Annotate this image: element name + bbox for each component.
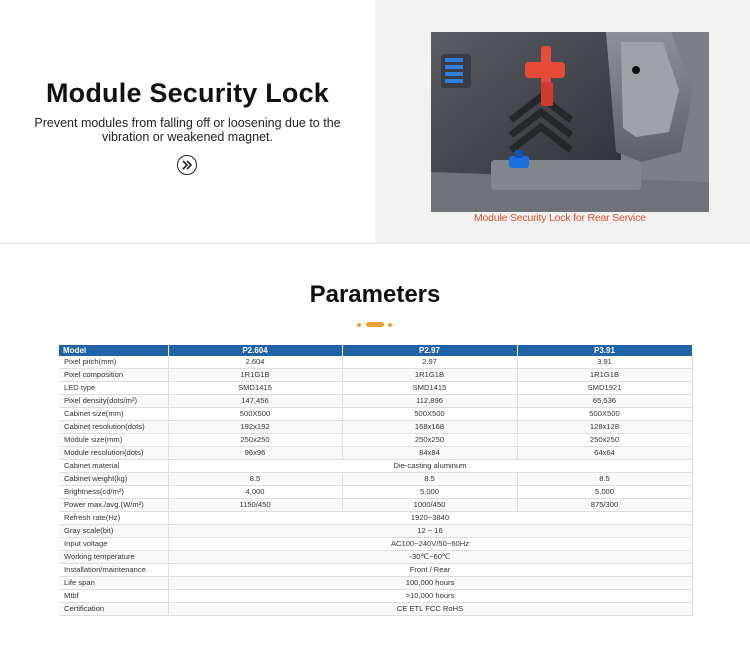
feature-description: Prevent modules from falling off or loosening due to the vibration or weakened magnet. xyxy=(34,116,341,144)
table-cell: >10,000 hours xyxy=(168,590,692,603)
table-cell: 250x250 xyxy=(342,434,517,447)
table-cell: 128x128 xyxy=(517,421,692,434)
row-label: Working temperature xyxy=(59,551,168,564)
feature-title: Module Security Lock xyxy=(45,78,330,108)
table-row xyxy=(59,525,692,538)
table-row xyxy=(59,460,692,473)
table-cell: 1R1G1B xyxy=(342,369,517,382)
row-label: Certification xyxy=(59,603,168,616)
table-cell: 8.5 xyxy=(168,473,342,486)
row-label: Pixel composition xyxy=(59,369,168,382)
table-cell: 112,896 xyxy=(342,395,517,408)
table-row xyxy=(59,369,692,382)
decoration-dot xyxy=(357,323,361,327)
table-row xyxy=(59,512,692,525)
row-label: Module size(mm) xyxy=(59,434,168,447)
table-cell: 8.5 xyxy=(342,473,517,486)
table-cell: 8.5 xyxy=(517,473,692,486)
module-lock-photo xyxy=(431,32,709,212)
row-label: Input voltage xyxy=(59,538,168,551)
table-cell: 250x250 xyxy=(168,434,342,447)
row-label: Brightness(cd/m²) xyxy=(59,486,168,499)
table-cell: Front / Rear xyxy=(168,564,692,577)
row-label: Power max./avg.(W/m²) xyxy=(59,499,168,512)
table-cell: 500X500 xyxy=(168,408,342,421)
table-cell: 500X500 xyxy=(517,408,692,421)
table-cell: 1000/450 xyxy=(342,499,517,512)
table-cell: 1150/450 xyxy=(168,499,342,512)
table-header-cell: Model xyxy=(59,345,168,356)
table-cell: SMD1415 xyxy=(342,382,517,395)
table-row xyxy=(59,486,692,499)
double-chevron-right-icon xyxy=(181,160,193,170)
table-row xyxy=(59,447,692,460)
table-cell: 3.91 xyxy=(517,356,692,369)
table-row xyxy=(59,356,692,369)
table-row xyxy=(59,551,692,564)
table-cell: 1920~3840 xyxy=(168,512,692,525)
table-cell: 875/300 xyxy=(517,499,692,512)
table-row xyxy=(59,564,692,577)
title-decoration xyxy=(357,322,393,328)
table-cell: 1R1G1B xyxy=(517,369,692,382)
feature-section xyxy=(0,0,750,243)
table-row xyxy=(59,603,692,616)
decoration-bar xyxy=(366,322,384,327)
table-row xyxy=(59,590,692,603)
table-cell: 84x84 xyxy=(342,447,517,460)
table-cell: AC100~240V/50~60Hz xyxy=(168,538,692,551)
feature-photo-panel xyxy=(375,0,750,243)
table-row xyxy=(59,421,692,434)
row-label: Installation/maintenance xyxy=(59,564,168,577)
table-cell: Die-casting aluminum xyxy=(168,460,692,473)
table-cell: SMD1921 xyxy=(517,382,692,395)
table-cell: 4,000 xyxy=(168,486,342,499)
table-cell: 500X500 xyxy=(342,408,517,421)
table-header-cell: P2.97 xyxy=(342,345,517,356)
table-cell: 2.97 xyxy=(342,356,517,369)
more-button[interactable] xyxy=(177,155,197,175)
row-label: Life span xyxy=(59,577,168,590)
row-label: LED type xyxy=(59,382,168,395)
table-cell: 250x250 xyxy=(517,434,692,447)
table-cell: -30℃~60℃ xyxy=(168,551,692,564)
row-label: Gray scale(bit) xyxy=(59,525,168,538)
table-cell: 5,000 xyxy=(517,486,692,499)
table-row xyxy=(59,538,692,551)
row-label: Mtbf xyxy=(59,590,168,603)
table-cell: 12 ~ 16 xyxy=(168,525,692,538)
table-cell: 96x96 xyxy=(168,447,342,460)
table-cell: SMD1415 xyxy=(168,382,342,395)
table-cell: 65,536 xyxy=(517,395,692,408)
section-divider xyxy=(0,243,750,244)
table-row xyxy=(59,577,692,590)
table-cell: 100,000 hours xyxy=(168,577,692,590)
row-label: Cabinet weight(kg) xyxy=(59,473,168,486)
row-label: Cabinet material xyxy=(59,460,168,473)
table-row xyxy=(59,408,692,421)
table-cell: CE ETL FCC RoHS xyxy=(168,603,692,616)
table-row xyxy=(59,382,692,395)
table-cell: 147,456 xyxy=(168,395,342,408)
table-cell: 1R1G1B xyxy=(168,369,342,382)
row-label: Pixel density(dots/m²) xyxy=(59,395,168,408)
table-row xyxy=(59,499,692,512)
parameters-table xyxy=(59,345,693,616)
table-cell: 64x64 xyxy=(517,447,692,460)
table-cell: 192x192 xyxy=(168,421,342,434)
table-row xyxy=(59,473,692,486)
table-header-cell: P3.91 xyxy=(517,345,692,356)
table-cell: 5,000 xyxy=(342,486,517,499)
row-label: Cabinet size(mm) xyxy=(59,408,168,421)
table-cell: 2.604 xyxy=(168,356,342,369)
photo-caption: Module Security Lock for Rear Service xyxy=(474,212,646,224)
row-label: Refresh rate(Hz) xyxy=(59,512,168,525)
feature-text-panel xyxy=(0,0,375,243)
row-label: Module resolution(dots) xyxy=(59,447,168,460)
decoration-dot xyxy=(388,323,392,327)
table-header-cell: P2.604 xyxy=(168,345,342,356)
table-header-row xyxy=(59,345,692,356)
row-label: Cabinet resolution(dots) xyxy=(59,421,168,434)
table-cell: 168x168 xyxy=(342,421,517,434)
parameters-title: Parameters xyxy=(309,281,441,308)
table-row xyxy=(59,434,692,447)
row-label: Pixel pitch(mm) xyxy=(59,356,168,369)
table-body xyxy=(59,356,692,616)
table-row xyxy=(59,395,692,408)
